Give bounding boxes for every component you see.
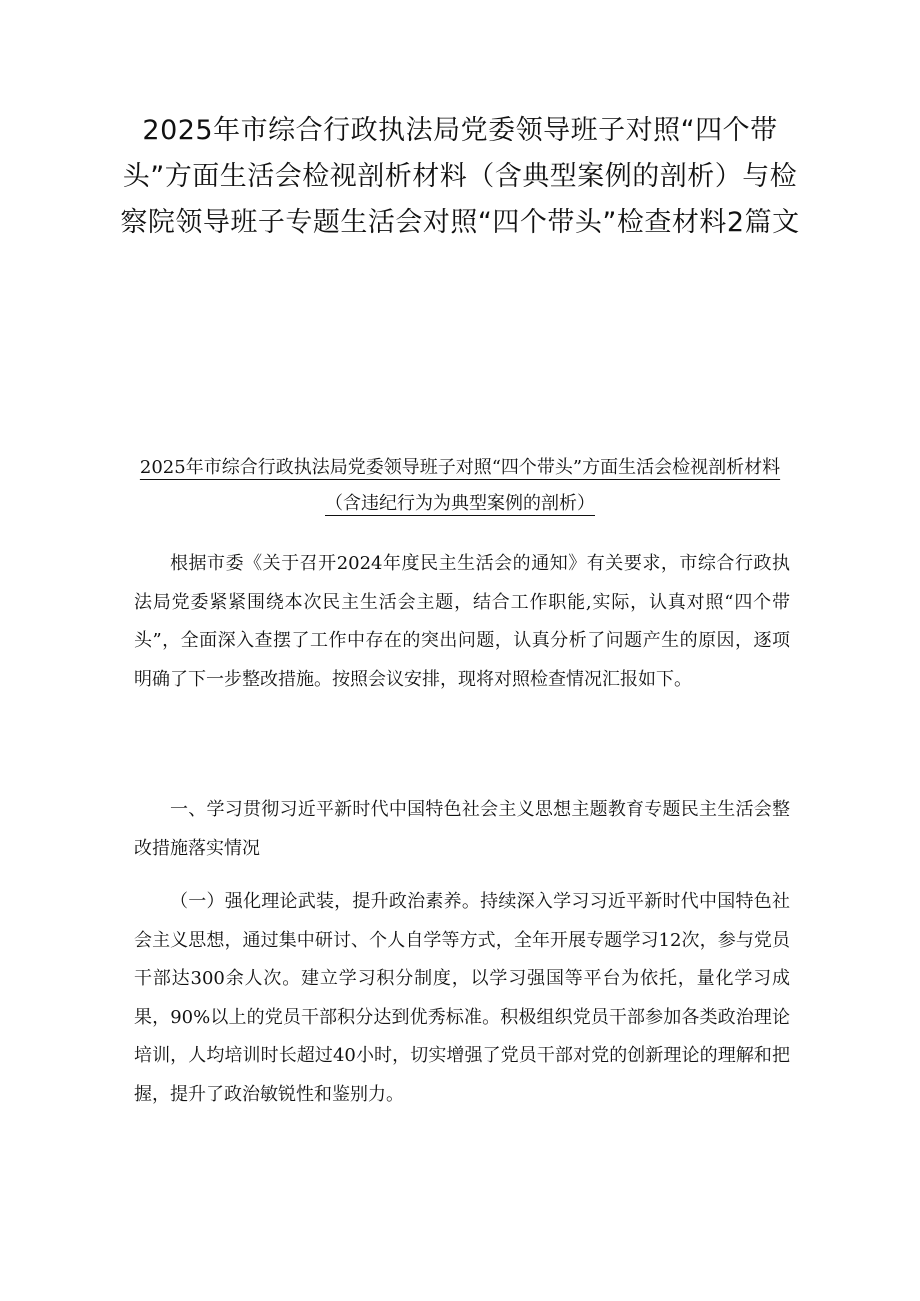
main-title: 2025年市综合行政执法局党委领导班子对照“四个带头”方面生活会检视剖析材料（含典型案例的剖析）与检察院领导班子专题生活会对照“四个带头”检查材料2篇文 xyxy=(120,115,800,238)
paragraph-intro: 根据市委《关于召开2024年度民主生活会的通知》有关要求，市综合行政执法局党委紧紧围绕本次民主生活会主题，结合工作职能,实际，认真对照“四个带头”，全面深入查摆了工作中存在的突出问题，认真分析了问题产生的原因，逐项明确了下一步整改措施。按照会议安排，现将对照检查情况汇报如下。 xyxy=(134,553,790,690)
paragraph-heading-one: 一、学习贯彻习近平新时代中国特色社会主义思想主题教育专题民主生活会整改措施落实情况 xyxy=(134,799,790,859)
paragraph-theory-study: （一）强化理论武装，提升政治素养。持续深入学习习近平新时代中国特色社会主义思想，通过集中研讨、个人自学等方式，全年开展专题学习12次，参与党员干部达300余人次。建立学习积分制度，以学习强国等平台为依托，量化学习成果，90%以上的党员干部积分达到优秀标准。积极组织党员干部参加各类政治理论培训，人均培训时长超过40小时，切实增强了党员干部对党的创新理论的理解和把握，提升了政治敏锐性和鉴别力。 xyxy=(134,891,790,1105)
section-title: 2025年市综合行政执法局党委领导班子对照“四个带头”方面生活会检视剖析材料（含违纪行为为典型案例的剖析） xyxy=(139,457,781,514)
